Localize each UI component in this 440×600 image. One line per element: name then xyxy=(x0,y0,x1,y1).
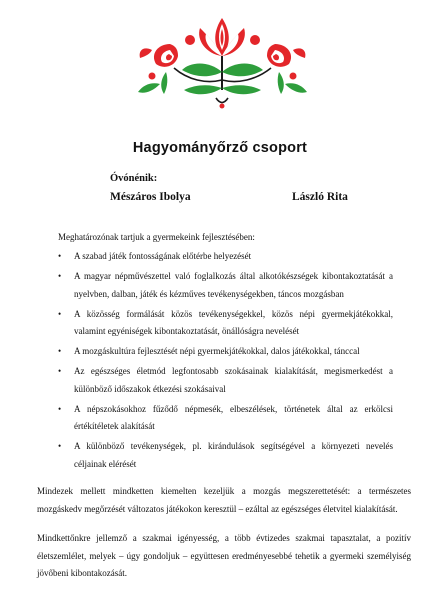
page-title: Hagyományőrző csoport xyxy=(132,140,308,156)
paragraph: Mindezek mellett mindketten kiemelten kezeljük a mozgás megszerettetését: a természetes mozgáskedv megőrzését változatos játékokon keresztül – ezáltal az egészséges életvitel kialakítását. xyxy=(37,486,411,514)
list-item xyxy=(58,248,393,266)
list-item-text: A mozgáskultúra fejlesztését népi gyermekjátékokkal, dalos játékokkal, tánccal xyxy=(74,346,360,356)
list-item-text: A magyar népművészettel való foglalkozás által alkotókészségek kibontakoztatását a nyelvben, dalban, játék és kézműves tevékenységekben, táncos mozgásban xyxy=(74,271,393,299)
bullet-icon: • xyxy=(58,441,62,451)
list-item-text: A szabad játék fontosságának előtérbe helyezését xyxy=(74,251,252,261)
list-item-text: A közösség formálását közös tevékenységekkel, közös népi gyermekjátékokkal, valamint egyéniségek kibontakoztatását, önállóságra nevelését xyxy=(74,308,393,336)
teacher-name: László Rita xyxy=(292,191,348,203)
teachers-label: Óvónénik: xyxy=(110,173,158,184)
list-item xyxy=(58,401,393,436)
list-item xyxy=(58,438,393,473)
bullet-icon: • xyxy=(58,366,62,376)
paragraph: Mindkettőnkre jellemző a szakmai igényesség, a több évtizedes szakmai tapasztalat, a pozitív életszemlélet, melyek – úgy gondoljuk – együttesen eredményesebbé tehetik a gyermeki személyiség jövőbeni kibontakozását. xyxy=(37,533,411,578)
bullet-icon: • xyxy=(58,251,62,261)
teacher-name: Mészáros Ibolya xyxy=(110,191,191,203)
bullet-icon: • xyxy=(58,308,62,319)
bullet-icon: • xyxy=(58,271,62,281)
bullet-icon: • xyxy=(58,346,62,356)
list-item xyxy=(58,268,393,303)
list-item-text: A népszokásokhoz fűződő népmesék, elbeszélések, történetek által az erkölcsi értékítéletek alakítását xyxy=(74,403,393,431)
folk-tulip-ornament-icon xyxy=(130,10,315,110)
intro-text: Meghatározónak tartjuk a gyermekeink fejlesztésében: xyxy=(58,232,255,242)
list-item-text: Az egészséges életmód legfontosabb szokásainak kialakítását, megismerkedést a különböző időszakok étkezési szokásaival xyxy=(74,366,393,394)
list-item xyxy=(58,343,393,361)
list-item xyxy=(58,363,393,398)
list-item xyxy=(58,306,393,341)
bullet-icon: • xyxy=(58,403,62,414)
list-item-text: A különböző tevékenységek, pl. kirándulások segítségével a környezeti nevelés céljainak elérését xyxy=(74,441,393,469)
goals-list xyxy=(58,248,393,476)
